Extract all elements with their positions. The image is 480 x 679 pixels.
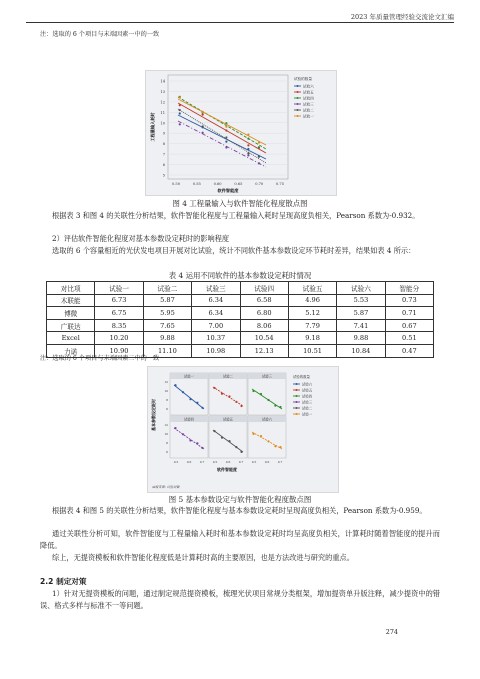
table-cell: 9.18 [288, 332, 336, 345]
table-cell: 5.87 [143, 294, 191, 307]
table-header-cell: 智能分 [385, 282, 433, 295]
table-header-cell: 试验五 [288, 282, 336, 295]
table-cell: 7.41 [337, 319, 385, 332]
data-point [179, 123, 181, 125]
x-tick-label: 0.6 [225, 460, 231, 464]
data-point [247, 138, 249, 140]
data-point [179, 112, 181, 114]
table-cell: 5.95 [143, 307, 191, 320]
table-cell: 9.88 [143, 332, 191, 345]
data-point [247, 134, 249, 136]
paragraph-5: 综上，无提资模板和软件智能化程度低是计算耗时高的主要原因，也是方法改进与研究的重点。 [52, 553, 354, 562]
table-cell: 6.80 [240, 307, 288, 320]
table-cell: 10.98 [192, 344, 240, 357]
data-point [202, 132, 204, 134]
x-tick-label: 0.7 [199, 460, 205, 464]
data-point [260, 393, 262, 395]
table-cell: 12.13 [240, 344, 288, 357]
data-point [221, 437, 223, 439]
data-point [247, 154, 249, 156]
panel-title: 试验六 [262, 417, 272, 422]
table-header-cell: 试验三 [192, 282, 240, 295]
x-tick-label: 0.60 [213, 182, 222, 186]
legend-marker [296, 407, 298, 409]
y-tick-label: 12 [160, 100, 165, 105]
data-point [201, 447, 203, 449]
x-tick-label: 0.5 [212, 460, 218, 464]
data-point [189, 398, 191, 400]
table-cell: 6.75 [95, 307, 143, 320]
y-tick-label: 14 [160, 79, 165, 84]
table-cell: 10.84 [337, 344, 385, 357]
legend-marker [296, 413, 298, 415]
table-cell: 7.00 [192, 319, 240, 332]
data-point [174, 384, 176, 386]
panel-title: 试验三 [262, 374, 272, 379]
figure5-note: 注：选取的 6 个项目与末端因素二中的一致 [40, 355, 160, 362]
y-tick-label: 10 [164, 432, 168, 436]
table-row [47, 332, 434, 345]
data-point [279, 406, 281, 408]
heading-2: 2）评估软件智能化程度对基本参数设定耗时的影响程度 [52, 234, 230, 243]
y-tick-label: 11 [160, 110, 165, 115]
running-header: 2023 年质量管理经验交流论文汇编 [350, 13, 454, 21]
data-point [258, 155, 260, 157]
x-tick-label: 0.7 [277, 460, 283, 464]
legend-label: 试验三 [302, 400, 313, 405]
y-axis-label: 基本参数设定耗时 [151, 399, 156, 431]
legend-marker [296, 383, 298, 385]
page-number: 274 [385, 628, 398, 636]
paragraph-4: 通过关联性分析可知，软件智能度与工程量输入耗时和基本参数设定耗时均呈高度负相关，计算耗时随着智能度的提升而降低。 [40, 529, 440, 550]
header-rule [26, 22, 454, 23]
legend-marker [296, 401, 298, 403]
legend-label: 试验四 [303, 96, 314, 101]
figure5 [147, 366, 339, 493]
data-point [258, 146, 260, 148]
data-point [252, 433, 254, 435]
table-header-row [47, 282, 434, 295]
panel [170, 416, 208, 458]
legend-marker [297, 103, 299, 105]
legend-label: 试验一 [302, 412, 313, 417]
data-point [202, 111, 204, 113]
table-cell: 10.20 [95, 332, 143, 345]
data-point [179, 104, 181, 106]
table-cell: 木联能 [47, 294, 95, 307]
data-point [240, 451, 242, 453]
data-point [225, 146, 227, 148]
paragraph-6: 1）针对无提资模板的问题，通过制定规范提资模板，梳理光伏项目常规分类框架，增加提资单升版注释，减少提资中的错误、格式多样与标准不一等问题。 [40, 589, 440, 610]
paragraph-2: 选取的 6 个容量相近的光伏发电项目开展对比试验，统计不同软件基本参数设定环节耗时差异，结果如表 4 所示： [52, 246, 416, 255]
data-point [174, 427, 176, 429]
legend-title: 试验的数量 [293, 375, 310, 379]
data-point [252, 390, 254, 392]
data-point [196, 402, 198, 404]
data-point [240, 405, 242, 407]
panel [248, 416, 286, 458]
x-tick-label: 0.6 [264, 460, 270, 464]
table-cell: 4.96 [288, 294, 336, 307]
x-tick-label: 0.55 [192, 182, 201, 186]
legend-marker [296, 389, 298, 391]
data-point [179, 109, 181, 111]
data-point [247, 152, 249, 154]
table-cell: 0.51 [385, 332, 433, 345]
legend-marker [297, 109, 299, 111]
legend-label: 试验五 [302, 388, 313, 393]
data-point [274, 405, 276, 407]
legend-marker [296, 395, 298, 397]
table-row [47, 294, 434, 307]
x-tick-label: 0.70 [255, 182, 264, 186]
data-point [213, 430, 215, 432]
table-row [47, 319, 434, 332]
y-tick-label: 8 [166, 398, 168, 402]
table-cell: 6.58 [240, 294, 288, 307]
figure4-chart [146, 71, 336, 195]
data-point [225, 136, 227, 138]
data-point [279, 446, 281, 448]
x-tick-label: 0.50 [171, 182, 181, 186]
y-tick-label: 6 [162, 163, 165, 168]
table-cell: 0.67 [385, 319, 433, 332]
data-point [202, 125, 204, 127]
legend-marker [297, 85, 299, 87]
data-point [225, 126, 227, 128]
data-point [267, 440, 269, 442]
data-point [260, 435, 262, 437]
data-point [221, 393, 223, 395]
legend-label: 试验二 [303, 108, 314, 113]
section-heading: 2.2 制定对策 [40, 577, 87, 586]
table-cell: 5.53 [337, 294, 385, 307]
table4-title: 表 4 运用不同软件的基本参数设定耗时情况 [168, 271, 312, 280]
table-cell: 力诺 [47, 344, 95, 357]
data-point [196, 442, 198, 444]
table-cell: 7.65 [143, 319, 191, 332]
x-tick-label: 0.5 [251, 460, 257, 464]
legend-marker [297, 97, 299, 99]
y-tick-label: 6 [166, 407, 168, 411]
data-point [258, 162, 260, 164]
table-cell: 6.34 [192, 294, 240, 307]
data-point [247, 148, 249, 150]
table-cell: 10.51 [288, 344, 336, 357]
data-point [179, 96, 181, 98]
legend-title: 试验的数量 [294, 77, 312, 81]
legend-label: 试验三 [303, 102, 314, 107]
table-cell: 7.79 [288, 319, 336, 332]
figure5-caption: 图 5 基本参数设定与软件智能化程度散点图 [168, 495, 312, 504]
x-axis-label: 软件智能度 [217, 188, 239, 193]
y-axis-label: 工程量输入耗时 [150, 112, 155, 142]
data-point [267, 399, 269, 401]
table-cell: 8.35 [95, 319, 143, 332]
data-point [228, 395, 230, 397]
figure5-chart [148, 367, 338, 492]
data-point [228, 440, 230, 442]
table-cell: 广联达 [47, 319, 95, 332]
panel-title: 试验二 [223, 374, 233, 379]
panel-title: 试验一 [184, 374, 194, 379]
table-cell: 5.87 [337, 307, 385, 320]
y-tick-label: 8 [166, 441, 168, 445]
legend-label: 试验六 [303, 84, 314, 89]
table-cell: 6.73 [95, 294, 143, 307]
table-header-cell: 试验二 [143, 282, 191, 295]
table-cell: 9.88 [337, 332, 385, 345]
table-cell: 10.90 [95, 344, 143, 357]
table-header-cell: 试验四 [240, 282, 288, 295]
table-cell: 11.10 [143, 344, 191, 357]
data-point [213, 387, 215, 389]
y-tick-label: 10 [164, 389, 168, 393]
legend-label: 试验五 [303, 90, 314, 95]
x-tick-label: 0.5 [173, 460, 179, 464]
panel [209, 373, 247, 415]
paragraph-1: 根据表 3 和图 4 的关联性分析结果，软件智能化程度与工程量输入耗时呈现高度负相关，Pearson 系数为-0.932。 [52, 211, 420, 220]
panel-title: 试验五 [223, 417, 233, 422]
x-tick-label: 0.6 [186, 460, 192, 464]
panel-title: 试验四 [184, 417, 194, 422]
x-axis-label: 软件智能度 [217, 467, 237, 472]
data-point [235, 401, 237, 403]
data-point [258, 141, 260, 143]
legend-marker [297, 91, 299, 93]
y-tick-label: 13 [160, 89, 165, 94]
data-point [235, 446, 237, 448]
table-cell: 6.34 [192, 307, 240, 320]
table4 [46, 281, 434, 358]
table-cell: 0.73 [385, 294, 433, 307]
y-tick-label: 7 [162, 152, 165, 157]
legend-label: 试验一 [303, 114, 314, 119]
data-point [225, 129, 227, 131]
data-point [274, 445, 276, 447]
y-tick-label: 5 [162, 173, 165, 178]
data-point [189, 439, 191, 441]
data-point [182, 433, 184, 435]
table-cell: 5.12 [288, 307, 336, 320]
figure4-note: 注：选取的 6 个项目与末端因素一中的一致 [40, 31, 160, 38]
table-cell: 0.71 [385, 307, 433, 320]
data-point [201, 407, 203, 409]
table-header-cell: 试验一 [95, 282, 143, 295]
y-tick-label: 12 [164, 423, 168, 427]
table-cell: 10.37 [192, 332, 240, 345]
x-tick-label: 0.7 [238, 460, 244, 464]
figure4-caption: 图 4 工程量输入与软件智能化程度散点图 [172, 199, 308, 208]
x-tick-label: 0.75 [275, 182, 285, 186]
legend-label: 试验四 [302, 394, 313, 399]
legend-marker [297, 115, 299, 117]
table-cell: Excel [47, 332, 95, 345]
paragraph-3: 根据表 4 和图 5 的关联性分析结果，软件智能化程度与基本参数设定耗时呈现高度负相关，Pearson 系数为-0.959。 [52, 506, 427, 515]
x-tick-label: 0.65 [234, 182, 243, 186]
figure4 [145, 70, 337, 196]
y-tick-label: 8 [162, 142, 165, 147]
table-cell: 10.54 [240, 332, 288, 345]
y-tick-label: 12 [164, 380, 168, 384]
y-tick-label: 6 [166, 450, 168, 454]
y-tick-label: 10 [160, 121, 165, 126]
panel-footnote: 面板变量: 试验对数 [152, 485, 180, 489]
table-cell: 博微 [47, 307, 95, 320]
table-cell: 0.47 [385, 344, 433, 357]
table-row [47, 307, 434, 320]
table-header-cell: 试验六 [337, 282, 385, 295]
table-header-cell: 对比项 [47, 282, 95, 295]
data-point [225, 141, 227, 143]
legend-label: 试验六 [302, 382, 313, 387]
data-point [247, 144, 249, 146]
data-point [182, 391, 184, 393]
plot-area [168, 75, 288, 179]
legend-label: 试验二 [302, 406, 313, 411]
table-cell: 8.06 [240, 319, 288, 332]
panel [248, 373, 286, 415]
y-tick-label: 9 [162, 131, 165, 136]
